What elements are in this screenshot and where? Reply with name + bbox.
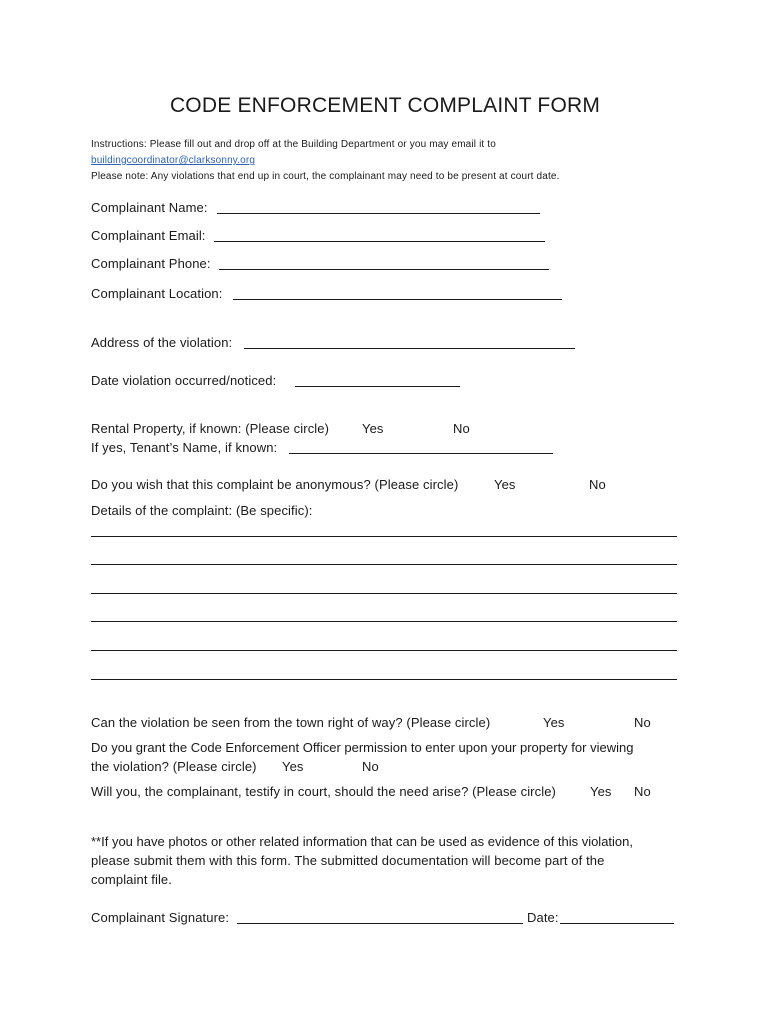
anonymous-yes-option[interactable]: Yes (494, 477, 516, 492)
rental-question: Rental Property, if known: (Please circle) (91, 421, 330, 436)
complainant-location-label: Complainant Location: (91, 286, 223, 301)
complainant-name-label: Complainant Name: (91, 200, 208, 215)
permission-no-option[interactable]: No (362, 759, 379, 774)
details-label: Details of the complaint: (Be specific): (91, 503, 313, 518)
visible-question: Can the violation be seen from the town right of way? (Please circle) (91, 715, 491, 730)
details-line[interactable] (91, 564, 677, 565)
signature-field[interactable] (237, 923, 523, 924)
details-line[interactable] (91, 650, 677, 651)
rental-no-option[interactable]: No (453, 421, 470, 436)
signature-date-field[interactable] (560, 923, 674, 924)
permission-question-line2: the violation? (Please circle) (91, 759, 257, 774)
signature-label: Complainant Signature: (91, 910, 230, 925)
testify-no-option[interactable]: No (634, 784, 651, 799)
anonymous-question: Do you wish that this complaint be anonymous? (Please circle) (91, 477, 459, 492)
violation-date-label: Date violation occurred/noticed: (91, 373, 277, 388)
details-line[interactable] (91, 536, 677, 537)
complainant-phone-field[interactable] (219, 269, 549, 270)
complainant-email-label: Complainant Email: (91, 228, 206, 243)
details-line[interactable] (91, 593, 677, 594)
permission-question-line1: Do you grant the Code Enforcement Officer permission to enter upon your property for viewing (91, 740, 634, 755)
complainant-location-field[interactable] (233, 299, 562, 300)
evidence-note-line3: complaint file. (91, 872, 172, 887)
court-note: Please note: Any violations that end up in court, the complainant may need to be present at court date. (91, 171, 560, 182)
testify-question: Will you, the complainant, testify in court, should the need arise? (Please circle) (91, 784, 556, 799)
visible-no-option[interactable]: No (634, 715, 651, 730)
complainant-name-field[interactable] (217, 213, 540, 214)
tenant-name-field[interactable] (289, 453, 553, 454)
evidence-note-line1: **If you have photos or other related information that can be used as evidence of this violation, (91, 834, 634, 849)
rental-yes-option[interactable]: Yes (362, 421, 384, 436)
details-line[interactable] (91, 621, 677, 622)
tenant-name-label: If yes, Tenant’s Name, if known: (91, 440, 278, 455)
violation-address-label: Address of the violation: (91, 335, 233, 350)
instructions-text: Instructions: Please fill out and drop off at the Building Department or you may email it to (91, 139, 496, 150)
details-line[interactable] (91, 679, 677, 680)
violation-date-field[interactable] (295, 386, 460, 387)
complainant-phone-label: Complainant Phone: (91, 256, 211, 271)
email-link[interactable]: buildingcoordinator@clarksonny.org (91, 155, 256, 166)
violation-address-field[interactable] (244, 348, 575, 349)
permission-yes-option[interactable]: Yes (282, 759, 304, 774)
testify-yes-option[interactable]: Yes (590, 784, 612, 799)
page-title: CODE ENFORCEMENT COMPLAINT FORM (169, 94, 601, 117)
anonymous-no-option[interactable]: No (589, 477, 606, 492)
complainant-email-field[interactable] (214, 241, 545, 242)
date-label: Date: (527, 910, 559, 925)
evidence-note-line2: please submit them with this form. The submitted documentation will become part of the (91, 853, 605, 868)
visible-yes-option[interactable]: Yes (543, 715, 565, 730)
